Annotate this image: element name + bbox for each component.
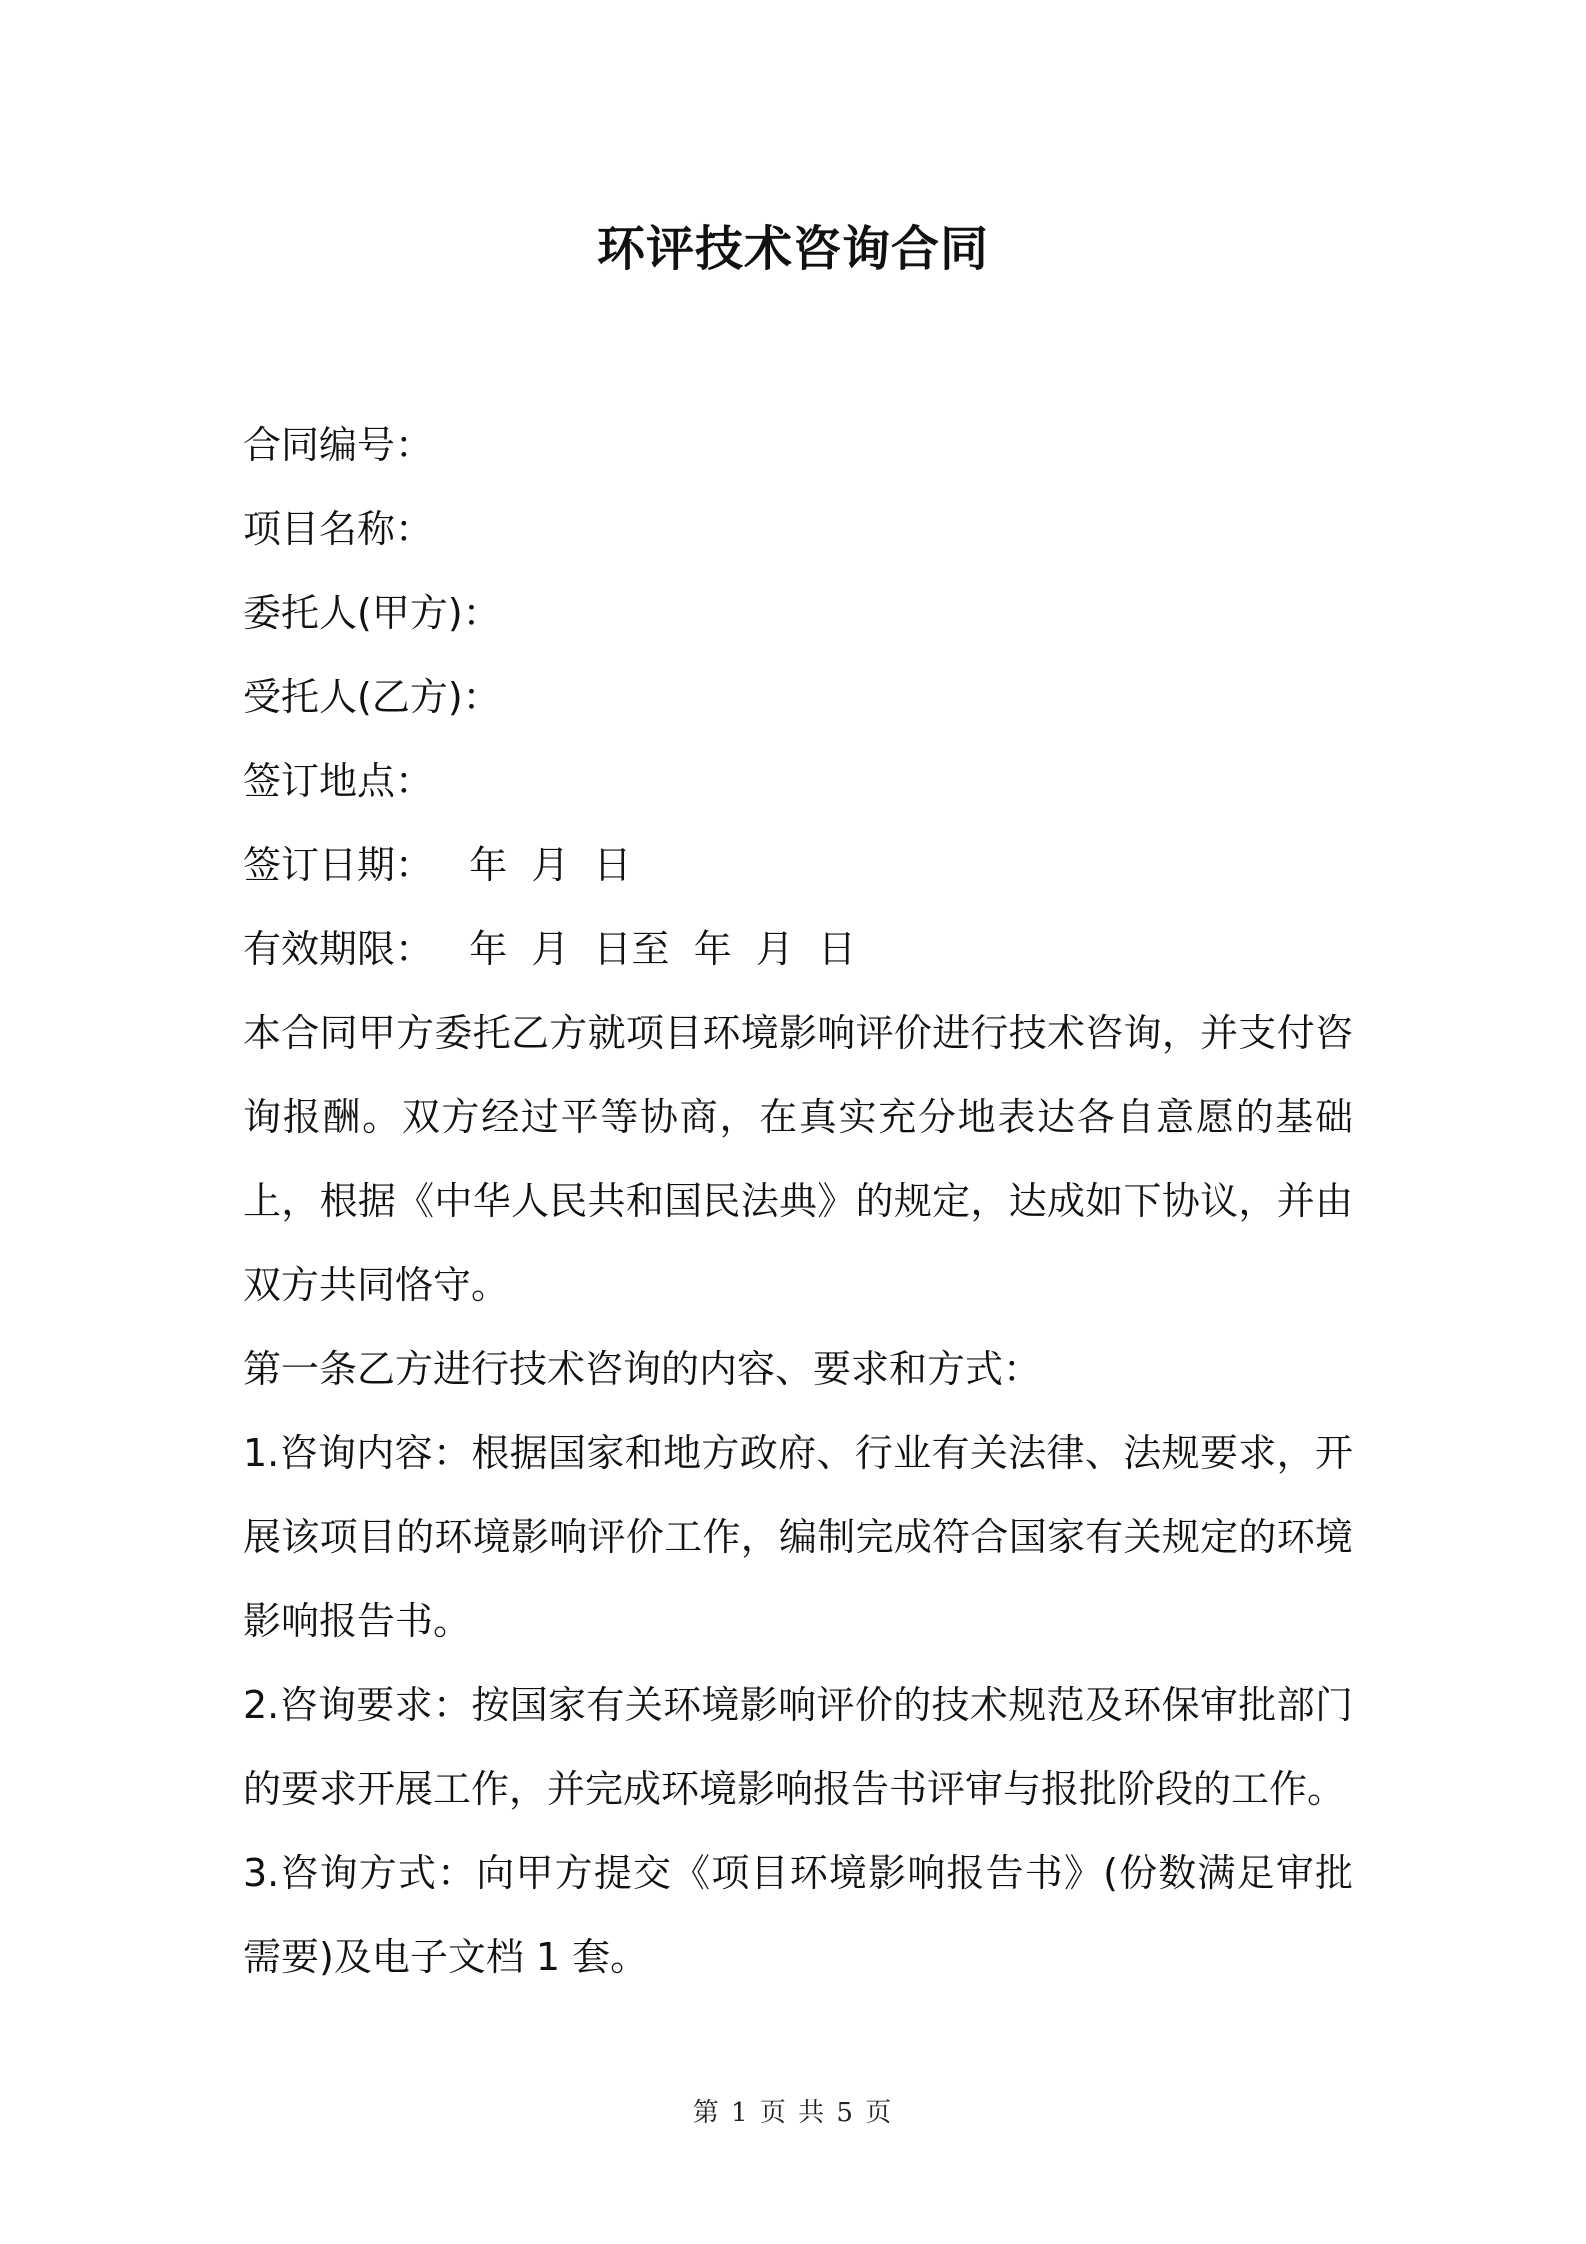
paragraph-preamble: 本合同甲方委托乙方就项目环境影响评价进行技术咨询，并支付咨询报酬。双方经过平等协商，在真实充分地表达各自意愿的基础上，根据《中华人民共和国民法典》的规定，达成如下协议，并由双方共同恪守。 [243, 1011, 1353, 1307]
document-title: 环评技术咨询合同 [596, 221, 989, 277]
paragraph-consulting-requirements: 2.咨询要求：按国家有关环境影响评价的技术规范及环保审批部门的要求开展工作，并完成环境影响报告书评审与报批阶段的工作。 [243, 1683, 1353, 1811]
field-client-party-a: 委托人(甲方)： [243, 591, 501, 635]
field-contractor-party-b: 受托人(乙方)： [243, 675, 501, 719]
field-validity-period: 有效期限： 年 月 日至 年 月 日 [243, 927, 857, 971]
field-signing-date: 签订日期： 年 月 日 [243, 843, 632, 887]
document-body [243, 403, 1353, 1999]
page-footer: 第 1 页 共 5 页 [692, 2098, 894, 2128]
field-contract-number: 合同编号： [243, 423, 434, 467]
paragraph-article-1-heading: 第一条乙方进行技术咨询的内容、要求和方式： [243, 1347, 1042, 1391]
paragraph-consulting-method: 3.咨询方式：向甲方提交《项目环境影响报告书》(份数满足审批需要)及电子文档 1 套。 [243, 1851, 1353, 1979]
field-project-name: 项目名称： [243, 507, 434, 551]
field-signing-place: 签订地点： [243, 759, 434, 803]
paragraph-consulting-content: 1.咨询内容：根据国家和地方政府、行业有关法律、法规要求，开展该项目的环境影响评价工作，编制完成符合国家有关规定的环境影响报告书。 [243, 1431, 1353, 1643]
